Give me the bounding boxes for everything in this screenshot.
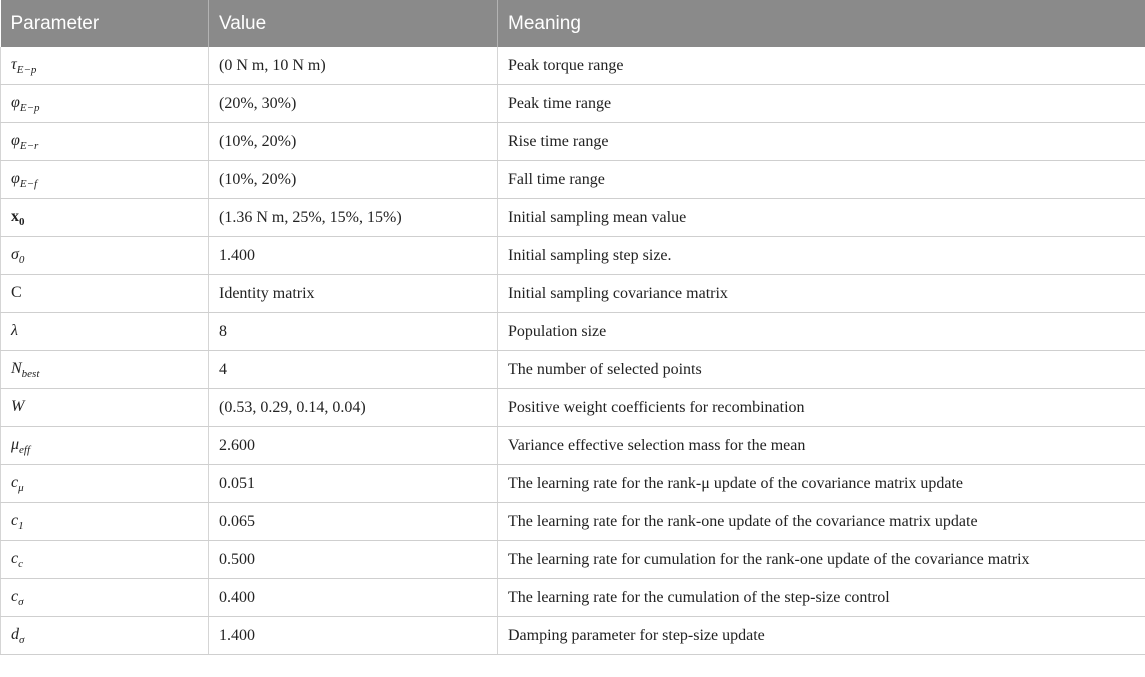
parameter-symbol: μ [11, 435, 20, 453]
value-cell: (0 N m, 10 N m) [209, 47, 498, 85]
table-row [1, 617, 1145, 655]
parameter-cell [1, 199, 209, 237]
header-row [1, 0, 1145, 47]
meaning-cell: Initial sampling mean value [498, 199, 1145, 237]
parameter-cell [1, 465, 209, 503]
parameter-symbol: φ [11, 93, 20, 111]
parameter-cell [1, 123, 209, 161]
parameter-symbol: c [11, 587, 19, 605]
header-value: Value [209, 0, 498, 47]
value-cell: 4 [209, 351, 498, 389]
table-row [1, 161, 1145, 199]
value-cell: 0.400 [209, 579, 498, 617]
parameter-cell [1, 351, 209, 389]
value-cell: (1.36 N m, 25%, 15%, 15%) [209, 199, 498, 237]
meaning-cell: Fall time range [498, 161, 1145, 199]
value-cell: Identity matrix [209, 275, 498, 313]
meaning-cell: Initial sampling covariance matrix [498, 275, 1145, 313]
parameter-cell [1, 237, 209, 275]
meaning-cell: Positive weight coefficients for recombination [498, 389, 1145, 427]
parameter-symbol: c [11, 549, 19, 567]
meaning-cell: Peak torque range [498, 47, 1145, 85]
table-row [1, 47, 1145, 85]
meaning-cell: Peak time range [498, 85, 1145, 123]
table-row [1, 85, 1145, 123]
meaning-cell: The number of selected points [498, 351, 1145, 389]
value-cell: 1.400 [209, 617, 498, 655]
parameter-symbol: τ [11, 55, 17, 73]
table-row [1, 275, 1145, 313]
table-row [1, 579, 1145, 617]
header-meaning: Meaning [498, 0, 1145, 47]
meaning-cell: Population size [498, 313, 1145, 351]
table-row [1, 123, 1145, 161]
meaning-cell: The learning rate for cumulation for the rank-one update of the covariance matrix [498, 541, 1145, 579]
parameter-cell [1, 85, 209, 123]
meaning-cell: The learning rate for the cumulation of the step-size control [498, 579, 1145, 617]
table-row [1, 427, 1145, 465]
meaning-cell: The learning rate for the rank-one update of the covariance matrix update [498, 503, 1145, 541]
parameter-cell [1, 579, 209, 617]
parameter-symbol: φ [11, 131, 20, 149]
value-cell: (20%, 30%) [209, 85, 498, 123]
parameter-subscript: μ [18, 481, 24, 494]
value-cell: 2.600 [209, 427, 498, 465]
parameter-cell [1, 617, 209, 655]
table-row [1, 313, 1145, 351]
parameter-subscript: 0 [18, 253, 25, 266]
parameter-subscript: E−r [19, 139, 39, 152]
parameter-cell [1, 161, 209, 199]
table-row [1, 237, 1145, 275]
parameter-symbol: C [11, 283, 22, 301]
parameter-subscript: eff [19, 443, 31, 456]
parameter-symbol: N [11, 359, 22, 377]
table-row [1, 503, 1145, 541]
value-cell: 1.400 [209, 237, 498, 275]
meaning-cell: Variance effective selection mass for the mean [498, 427, 1145, 465]
parameter-subscript: σ [19, 633, 25, 646]
value-cell: 0.065 [209, 503, 498, 541]
parameter-symbol: c [11, 473, 19, 491]
header-parameter: Parameter [1, 0, 209, 47]
parameter-cell [1, 427, 209, 465]
parameter-subscript: σ [18, 595, 24, 608]
table-row [1, 541, 1145, 579]
parameter-cell [1, 503, 209, 541]
parameter-subscript: 0 [19, 215, 25, 228]
table-header [1, 0, 1145, 47]
parameter-cell [1, 313, 209, 351]
parameter-symbol: W [11, 397, 25, 415]
meaning-cell: Damping parameter for step-size update [498, 617, 1145, 655]
value-cell: (10%, 20%) [209, 161, 498, 199]
value-cell: (0.53, 0.29, 0.14, 0.04) [209, 389, 498, 427]
parameter-cell [1, 275, 209, 313]
parameter-symbol: σ [11, 245, 19, 263]
value-cell: 8 [209, 313, 498, 351]
parameter-symbol: c [11, 511, 19, 529]
meaning-cell: The learning rate for the rank-μ update of the covariance matrix update [498, 465, 1145, 503]
parameter-subscript: c [18, 557, 23, 570]
table-row [1, 351, 1145, 389]
value-cell: 0.051 [209, 465, 498, 503]
table-body [1, 47, 1145, 655]
parameter-cell [1, 541, 209, 579]
parameter-subscript: E−f [19, 177, 38, 190]
table-row [1, 465, 1145, 503]
parameter-subscript: 1 [18, 519, 24, 532]
parameter-symbol: d [11, 625, 19, 643]
parameter-cell [1, 47, 209, 85]
value-cell: (10%, 20%) [209, 123, 498, 161]
parameter-symbol: x [11, 207, 19, 225]
meaning-cell: Initial sampling step size. [498, 237, 1145, 275]
parameter-subscript: E−p [19, 101, 40, 114]
parameter-symbol: λ [11, 321, 18, 339]
value-cell: 0.500 [209, 541, 498, 579]
table-row [1, 389, 1145, 427]
parameter-symbol: φ [11, 169, 20, 187]
parameter-subscript: best [21, 367, 40, 380]
meaning-cell: Rise time range [498, 123, 1145, 161]
parameter-subscript: E−p [16, 63, 37, 76]
table-row [1, 199, 1145, 237]
parameter-cell [1, 389, 209, 427]
